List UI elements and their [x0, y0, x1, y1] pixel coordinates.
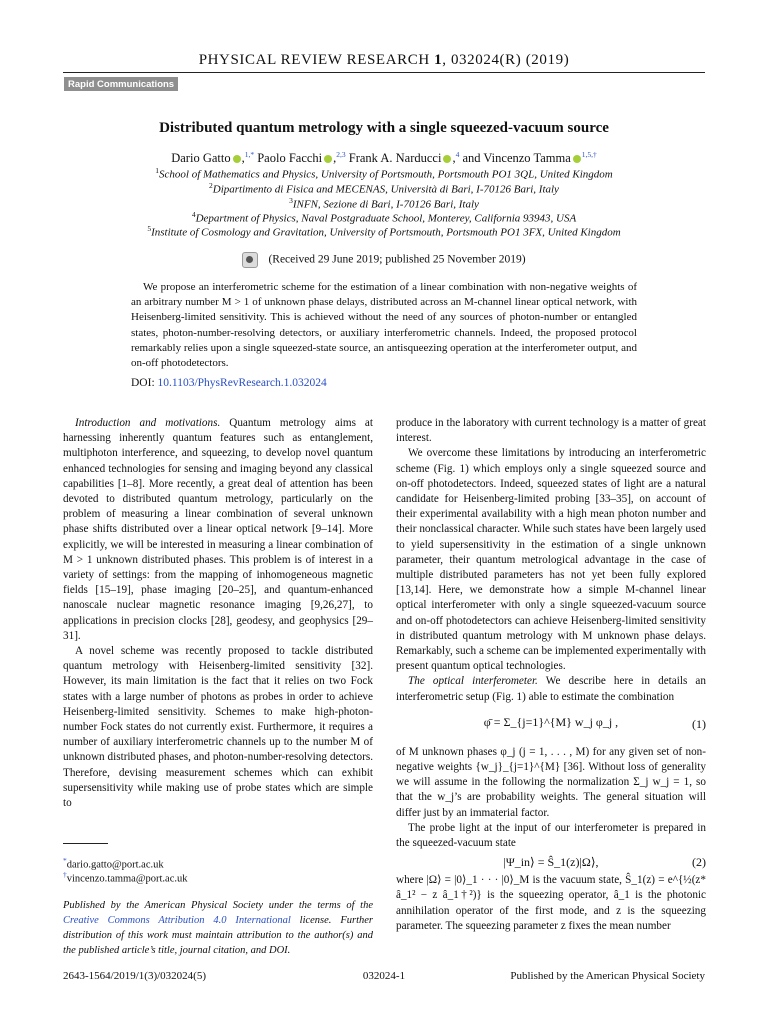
paragraph: where |Ω⟩ = |0⟩_1 · · · |0⟩_M is the vacuum state, Ŝ_1(z) = e^{½(z* â_1² − z â_1†²)} is the squeezing operator, â_1 is the photonic annihilation operator of the first mode, and z is the squeezing parameter. The squeezing parameter z fixes the mean number	[396, 874, 706, 932]
orcid-icon[interactable]	[233, 155, 241, 163]
author-name[interactable]: Paolo Facchi	[257, 151, 323, 166]
author-affiliation-mark[interactable]: 1,*	[244, 150, 255, 159]
affiliation	[0, 210, 768, 225]
affiliation	[0, 166, 768, 181]
author-list: Dario Gatto ,$^{1,*}$ Paolo Facchi ,$^{2,3}$ Frank A. Narducci ,$^4$ and Vincenzo Tamma $^{1,5,\dagger}$	[171, 150, 597, 166]
license-text: Published by the American Physical Society under the terms of the	[63, 900, 373, 911]
author-name[interactable]: Vincenzo Tamma	[483, 151, 571, 166]
footnote-mark: *	[63, 856, 67, 865]
check-for-updates-icon[interactable]	[242, 252, 258, 268]
footer-issn: 2643-1564/2019/1(3)/032024(5)	[63, 970, 206, 982]
affiliation-text: Institute of Cosmology and Gravitation, University of Portsmouth, Portsmouth PO1 3FX, United Kingdom	[151, 226, 621, 239]
author-affiliation-mark[interactable]: 1,5,†	[581, 150, 597, 159]
license-text: license. Further distribution of this work must maintain attribution to the author(s) and the published article’s title, journal citation, and DOI.	[63, 915, 373, 956]
equation-number: (2)	[692, 855, 706, 870]
paragraph: The probe light at the input of our interferometer is prepared in the squeezed-vacuum state	[396, 821, 706, 850]
doi-line	[131, 377, 327, 389]
author-name[interactable]: Dario Gatto	[171, 151, 231, 166]
orcid-icon[interactable]	[443, 155, 451, 163]
affiliation-text: School of Mathematics and Physics, University of Portsmouth, Portsmouth PO1 3QL, United Kingdom	[159, 168, 613, 181]
equation-number: (1)	[692, 716, 706, 731]
affiliation-number: 2	[209, 181, 213, 190]
author-name[interactable]: Frank A. Narducci	[348, 151, 442, 166]
received-dates: (Received 29 June 2019; published 25 November 2019)	[268, 253, 526, 266]
affiliation	[0, 224, 768, 239]
affiliation-text: INFN, Sezione di Bari, I-70126 Bari, Italy	[292, 198, 479, 211]
orcid-icon[interactable]	[573, 155, 581, 163]
affiliation-number: 5	[147, 224, 152, 233]
footnote	[63, 870, 188, 885]
column-left	[63, 416, 373, 811]
author-affiliation-mark[interactable]: 2,3	[336, 150, 346, 159]
affiliation-number: 1	[155, 166, 160, 175]
footnote-rule	[63, 843, 108, 844]
affiliation	[0, 196, 768, 211]
journal-header	[0, 52, 768, 69]
equation-2	[396, 851, 706, 873]
paragraph: We overcome these limitations by introducing an interferometric scheme (Fig. 1) which employs only a single squeezed source and on-off photodetectors. Indeed, squeezed states of light are a natural candidate for Heisenberg-limited probing [33–35], on account of their experimental availability with a high mean photon number and their nonclassical character. While such states have been largely used to yield supersensitivity in the estimation of a single unknown parameter, their quantum metrological advantage in the case of multiple distributed parameters has not yet been fully explored [13,14]. Here, we demonstrate how a simple M-channel linear optical interferometer with only a single squeezed-vacuum source and on-off photodetectors can achieve Heisenberg-limited sensitivity in distributed quantum metrology with M unknown phase delays. Remarkably, such a scheme can be implemented experimentally with present quantum optical technologies.	[396, 447, 706, 673]
affiliation-text: Department of Physics, Naval Postgraduate School, Monterey, California 93943, USA	[195, 212, 577, 225]
paragraph	[63, 416, 373, 644]
paper-title: Distributed quantum metrology with a single squeezed-vacuum source	[159, 120, 609, 136]
article-number: , 032024(R) (2019)	[442, 52, 570, 68]
equation-1	[396, 705, 706, 745]
doi-label: DOI:	[131, 377, 155, 389]
paragraph-text: We describe here in details an interferometric setup (Fig. 1) able to estimate the combination	[396, 675, 706, 703]
footer-page-number: 032024-1	[362, 970, 406, 982]
paragraph: produce in the laboratory with current technology is a matter of great interest.	[396, 417, 706, 445]
license-link[interactable]: Creative Commons Attribution 4.0 International	[63, 915, 291, 926]
orcid-icon[interactable]	[324, 155, 332, 163]
journal-name: PHYSICAL REVIEW RESEARCH	[198, 52, 430, 68]
footer-publisher: Published by the American Physical Society	[510, 970, 705, 982]
author-affiliation-mark[interactable]: 4	[455, 150, 460, 159]
paragraph: of M unknown phases φ_j (j = 1, . . . , M) for any given set of non-negative weights {w_j}_{j=1}^{M} [36]. Without loss of generality we will assume in the following the normalization Σ_j w_j = 1, so that the w_j’s are probability weights. The general situation will differ just by an immaterial factor.	[396, 745, 706, 819]
affiliation-number: 3	[289, 196, 293, 205]
header-rule	[63, 72, 705, 73]
affiliation-text: Dipartimento di Fisica and MECENAS, Università di Bari, I-70126 Bari, Italy	[212, 183, 559, 196]
received-line	[0, 252, 768, 268]
footnote	[63, 856, 164, 871]
paragraph: A novel scheme was recently proposed to tackle distributed quantum metrology with Heisenberg-limited sensitivity [32]. However, its main limitation is the fact that it relies on two Fock states with a large number of photons as probes in order to achieve Heisenberg-limited sensitivity. Schemes to make high-photon-number Fock states do not currently exist. Furthermore, it requires a number of auxiliary interferometric channels up to the number M of unknown distributed phases, and photon-number-resolving detectors. Therefore, devising measurement schemes which can exhibit supersensitivity while making use of probe states which are simple to	[63, 645, 373, 810]
paragraph	[396, 674, 706, 704]
section-heading: Introduction and motivations.	[75, 417, 221, 429]
paragraph-text: Quantum metrology aims at harnessing inherently quantum features such as entanglement, multiphoton interference, and squeezing, to develop novel quantum enhanced technologies for sensing and imaging beyond any classical capabilities [1–8]. More recently, a great deal of attention has been devoted to distributed quantum metrology, particularly on the problem of measuring a linear combination of several unknown phase shifts distributed over a linear optical network [9–14]. More explicitly, we will be interested in measuring a linear combination of M > 1 unknown distributed phases. This problem is of interest in a variety of settings: from the mapping of inhomogeneous magnetic fields [15–19], phase imaging [20–25], and quantum-enhanced nanoscale nuclear magnetic resonance imaging [9,26,27], to applications in precision clocks [28], geodesy, and geophysics [29–31].	[63, 417, 373, 642]
affiliation-number: 4	[191, 210, 196, 219]
journal-volume: 1	[434, 52, 443, 68]
column-right	[396, 416, 706, 934]
abstract: We propose an interferometric scheme for the estimation of a linear combination with non-negative weights of an arbitrary number M > 1 of unknown phase delays, distributed across an M-channel linear optical network, with Heisenberg-limited sensitivity. This is achieved without the need of any sources of photon-number or entangled states, photon-number-resolving detectors, or auxiliary interferometric channels. Indeed, the proposed protocol remarkably relies upon a single squeezed-state source, an antisqueezing operation at the interferometer output, and on-off photodetectors.	[131, 281, 637, 370]
equation-body: φ̄ = Σ_{j=1}^{M} w_j φ_j ,	[483, 714, 619, 729]
footnote-mark: †	[63, 870, 67, 879]
footnote-email[interactable]: vincenzo.tamma@port.ac.uk	[66, 873, 188, 885]
equation-body: |Ψ_in⟩ = Ŝ_1(z)|Ω⟩,	[503, 855, 599, 870]
section-badge: Rapid Communications	[64, 77, 178, 91]
license-notice	[63, 898, 373, 958]
footnote-email[interactable]: dario.gatto@port.ac.uk	[66, 859, 164, 871]
doi-link[interactable]: 10.1103/PhysRevResearch.1.032024	[157, 377, 327, 389]
section-heading: The optical interferometer.	[408, 675, 538, 688]
affiliation	[0, 181, 768, 196]
